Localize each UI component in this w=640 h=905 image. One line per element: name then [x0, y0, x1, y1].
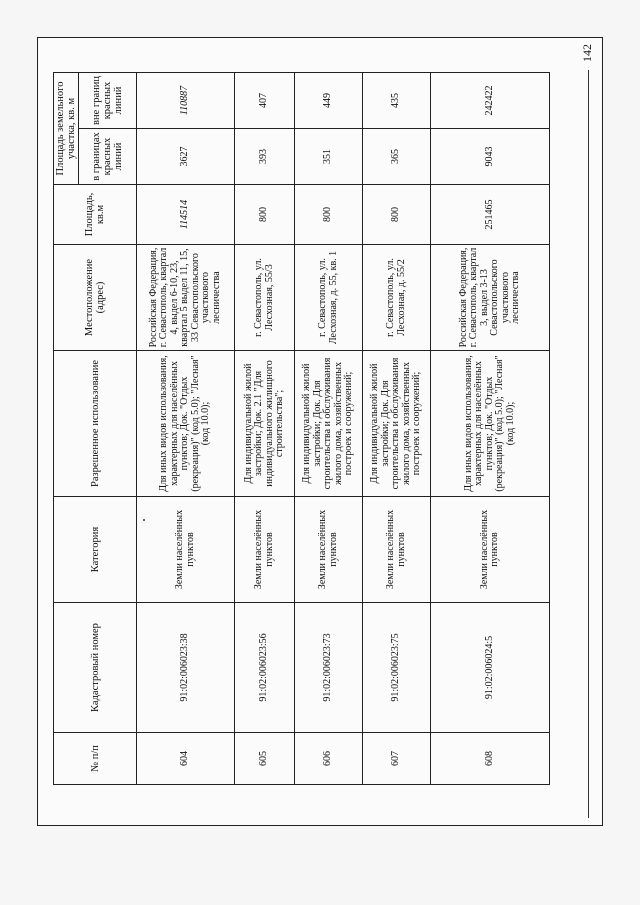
cell-area: 800 [235, 185, 295, 245]
cell-area: 800 [363, 185, 431, 245]
cell-inside: 365 [363, 129, 431, 185]
cell-outside: 110887 [137, 72, 235, 128]
table-row [235, 72, 295, 784]
cell-cadastral: 91:02:006024:5 [431, 603, 550, 733]
header-location: Местоположение (адрес) [54, 245, 137, 351]
cell-category: Земли населённых пунктов [235, 497, 295, 603]
header-land-area: Площадь земельного участка, кв. м [54, 72, 79, 184]
cell-num: 608 [431, 733, 550, 785]
cell-use: Для индивидуальной жилой застройки; Док. 2.1 "Для индивидуального жилищного строительства"; [235, 351, 295, 497]
cell-cadastral: 91:02:006023:38 [137, 603, 235, 733]
cell-outside: 407 [235, 72, 295, 128]
cell-inside: 9043 [431, 129, 550, 185]
cell-category: Земли населённых пунктов [431, 497, 550, 603]
cell-inside: 393 [235, 129, 295, 185]
cell-use: Для иных видов использования, характерных для населённых пунктов; Док. "Отдых (рекреация)" (код 5.0); "Лесная" (код 10.0); [137, 351, 235, 497]
cell-location: г. Севастополь, ул. Лесхозная, д. 55, кв. 1 [295, 245, 363, 351]
cell-outside: 435 [363, 72, 431, 128]
table-row [431, 72, 550, 784]
header-inside-red-lines: в границах красных линий [79, 129, 137, 185]
header-category: Категория [54, 497, 137, 603]
cell-outside: 449 [295, 72, 363, 128]
table-row [137, 72, 235, 784]
land-plot-table [53, 72, 550, 785]
cell-area: 800 [295, 185, 363, 245]
cell-area: 114514 [137, 185, 235, 245]
page-number: 142 [580, 44, 594, 62]
cell-cadastral: 91:02:006023:75 [363, 603, 431, 733]
cell-use: Для индивидуальной жилой застройки; Док. Для строительства и обслуживания жилого дома, хозяйственных построек и сооружений; [295, 351, 363, 497]
page-rule [588, 70, 589, 818]
cell-area: 251465 [431, 185, 550, 245]
cell-inside: 351 [295, 129, 363, 185]
cell-num: 605 [235, 733, 295, 785]
cell-num: 607 [363, 733, 431, 785]
cell-num: 606 [295, 733, 363, 785]
cell-num: 604 [137, 733, 235, 785]
header-outside-red-lines: вне границ красных линий [79, 72, 137, 128]
cell-location: г. Севастополь, ул. Лесхозная, 55/3 [235, 245, 295, 351]
cell-cadastral: 91:02:006023:56 [235, 603, 295, 733]
cell-use: Для индивидуальной жилой застройки; Док. Для строительства и обслуживания жилого дома, хозяйственных построек и сооружений; [363, 351, 431, 497]
header-cadastral: Кадастровый номер [54, 603, 137, 733]
cell-use: Для иных видов использования, характерных для населённых пунктов; Док. "Отдых (рекреация)" (код 5.0); "Лесная" (код 10.0); [431, 351, 550, 497]
header-num: № п/п [54, 733, 137, 785]
cell-cadastral: 91:02:006023:73 [295, 603, 363, 733]
header-use: Разрешенное использование [54, 351, 137, 497]
cell-outside: 242422 [431, 72, 550, 128]
cell-inside: 3627 [137, 129, 235, 185]
cell-location: Российская Федерация, г. Севастополь, квартал 4, выдел 6-10, 23, квартал 5 выдел 11, 15, 33 Севастопольского участкового лесничества [137, 245, 235, 351]
header-area: Площадь, кв.м [54, 185, 137, 245]
cell-category: Земли населённых пунктов [363, 497, 431, 603]
rotated-table-wrapper [53, 73, 543, 785]
table-row [363, 72, 431, 784]
cell-category: Земли населённых пунктов [137, 497, 235, 603]
cell-location: г. Севастополь, ул. Лесхозная, д. 55/2 [363, 245, 431, 351]
cell-location: Российская Федерация, г. Севастополь, квартал 3, выдел 3-13 Севастопольского участкового лесничества [431, 245, 550, 351]
cell-category: Земли населённых пунктов [295, 497, 363, 603]
table-row [295, 72, 363, 784]
